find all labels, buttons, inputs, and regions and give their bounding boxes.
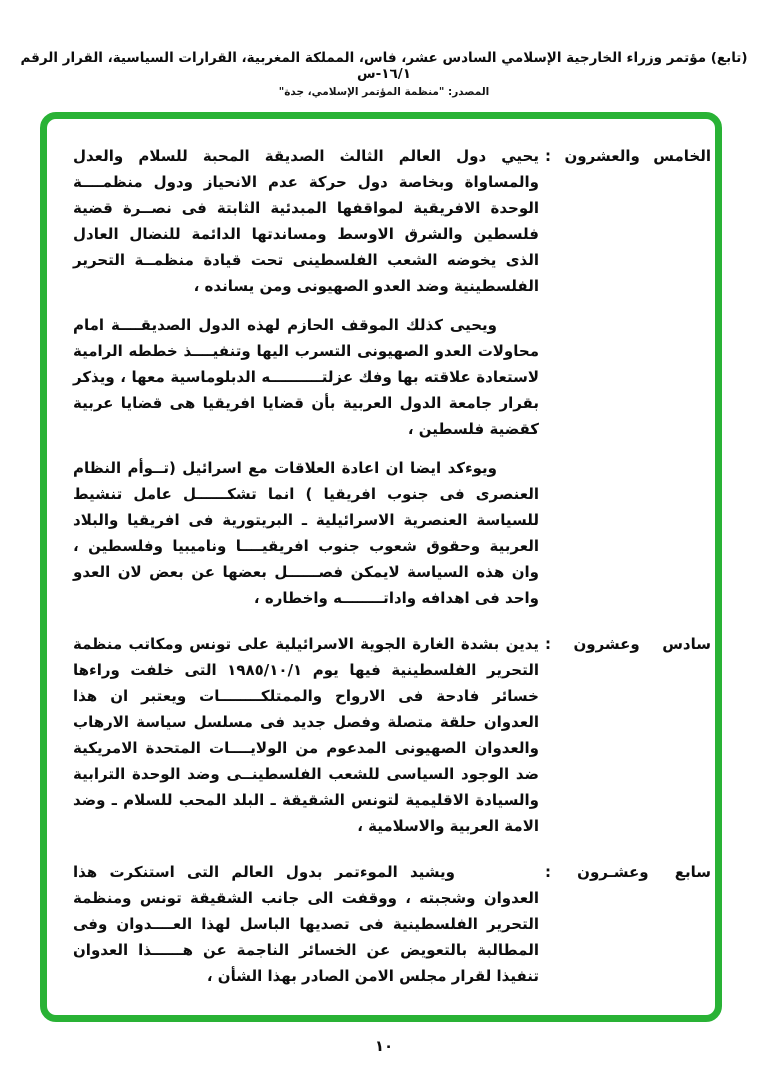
section-label-twenty-seventh: سابع وعشـرون : xyxy=(545,863,711,881)
section-text-twenty-seventh xyxy=(73,859,539,989)
resolution-section-twenty-fifth xyxy=(73,143,711,611)
paragraph: ويوءكد ايضا ان اعادة العلاقات مع اسرائيل (تــوأم النظام العنصرى فى جنوب افريقيا ) انما تشكــــــل عامل تنشيط للسياسة العنصرية الاسرائيلية ـ البريتورية فى افريقيا والبلاد العربية وحقوق شعوب جنوب افريقيــــا وناميبيا وفلسطين ، وان هذه السياسة لايمكن فصــــــل بعضها عن بعض لان العدو واحد فى اهدافه واداتــــــــه واخطاره ، xyxy=(73,459,539,607)
document-title: (تابع) مؤتمر وزراء الخارجية الإسلامي السادس عشر، فاس، المملكة المغربية، القرارات السياسية، القرار الرقم ١٦/١-س xyxy=(20,50,748,82)
section-text-twenty-sixth xyxy=(73,631,539,839)
section-text-twenty-fifth xyxy=(73,143,539,611)
section-label-twenty-fifth: الخامس والعشرون : xyxy=(545,147,711,165)
resolution-section-twenty-sixth xyxy=(73,631,711,839)
page-number: ١٠ xyxy=(374,1037,394,1055)
section-label-twenty-sixth: سادس وعشرون : xyxy=(545,635,711,653)
paragraph: ويشيد الموءتمر بدول العالم التى استنكرت هذا العدوان وشجبته ، ووقفت الى جانب الشقيقة تونس ومنظمة التحرير الفلسطينية فى تصديها الباسل لهذا العــــدوان وفى المطالبة بالتعويض عن الخسائر الناجمة عن هــــــذا العدوان تنفيذا لقرار مجلس الامن الصادر بهذا الشأن ، xyxy=(73,863,539,985)
paragraph: يدين بشدة الغارة الجوية الاسرائيلية على تونس ومكاتب منظمة التحرير الفلسطينية فيها يوم ١٩٨٥/١٠/١ التى خلفت وراءها خسائر فادحة فى الارواح والممتلكــــــــات ويعتبر ان هذا العدوان حلقة متصلة وفصل جديد فى مسلسل سياسة الارهاب والعدوان الصهيونى المدعوم من الولايــــات المتحدة الامريكية ضد الوجود السياسى للشعب الفلسطينــى وضد الوحدة الترابية والسيادة الاقليمية لتونس الشقيقة ـ البلد المحب للسلام ـ وضد الامة العربية والاسلامية ، xyxy=(73,635,540,835)
source-line: المصدر: "منظمة المؤتمر الإسلامي، جدة" xyxy=(278,86,490,98)
paragraph: ويحيى كذلك الموقف الحازم لهذه الدول الصديقــــة امام محاولات العدو الصهيونى التسرب اليها وتنفيــــذ خططه الرامية لاستعادة علاقته بها وفك عزلتــــــــــه الدبلوماسية معها ، ويذكر بقرار جامعة الدول العربية بأن قضايا افريقيا هى قضايا عربية كقضية فلسطين ، xyxy=(73,316,539,438)
green-frame xyxy=(40,112,722,1022)
resolution-section-twenty-seventh xyxy=(73,859,711,989)
paragraph: يحيي دول العالم الثالث الصديقة المحبة للسلام والعدل والمساواة وبخاصة دول حركة عدم الانحياز ودول منظمــــة الوحدة الافريقية لمواقفها المبدئية الثابتة فى نصــرة قضية فلسطين والشرق الاوسط ومساندتها الدائمة للنضال العادل الذى يخوضه الشعب الفلسطينى تحت قيادة منظمــة التحرير الفلسطينية وضد العدو الصهيونى ومن يسانده ، xyxy=(73,147,539,295)
document-body xyxy=(47,119,715,1015)
